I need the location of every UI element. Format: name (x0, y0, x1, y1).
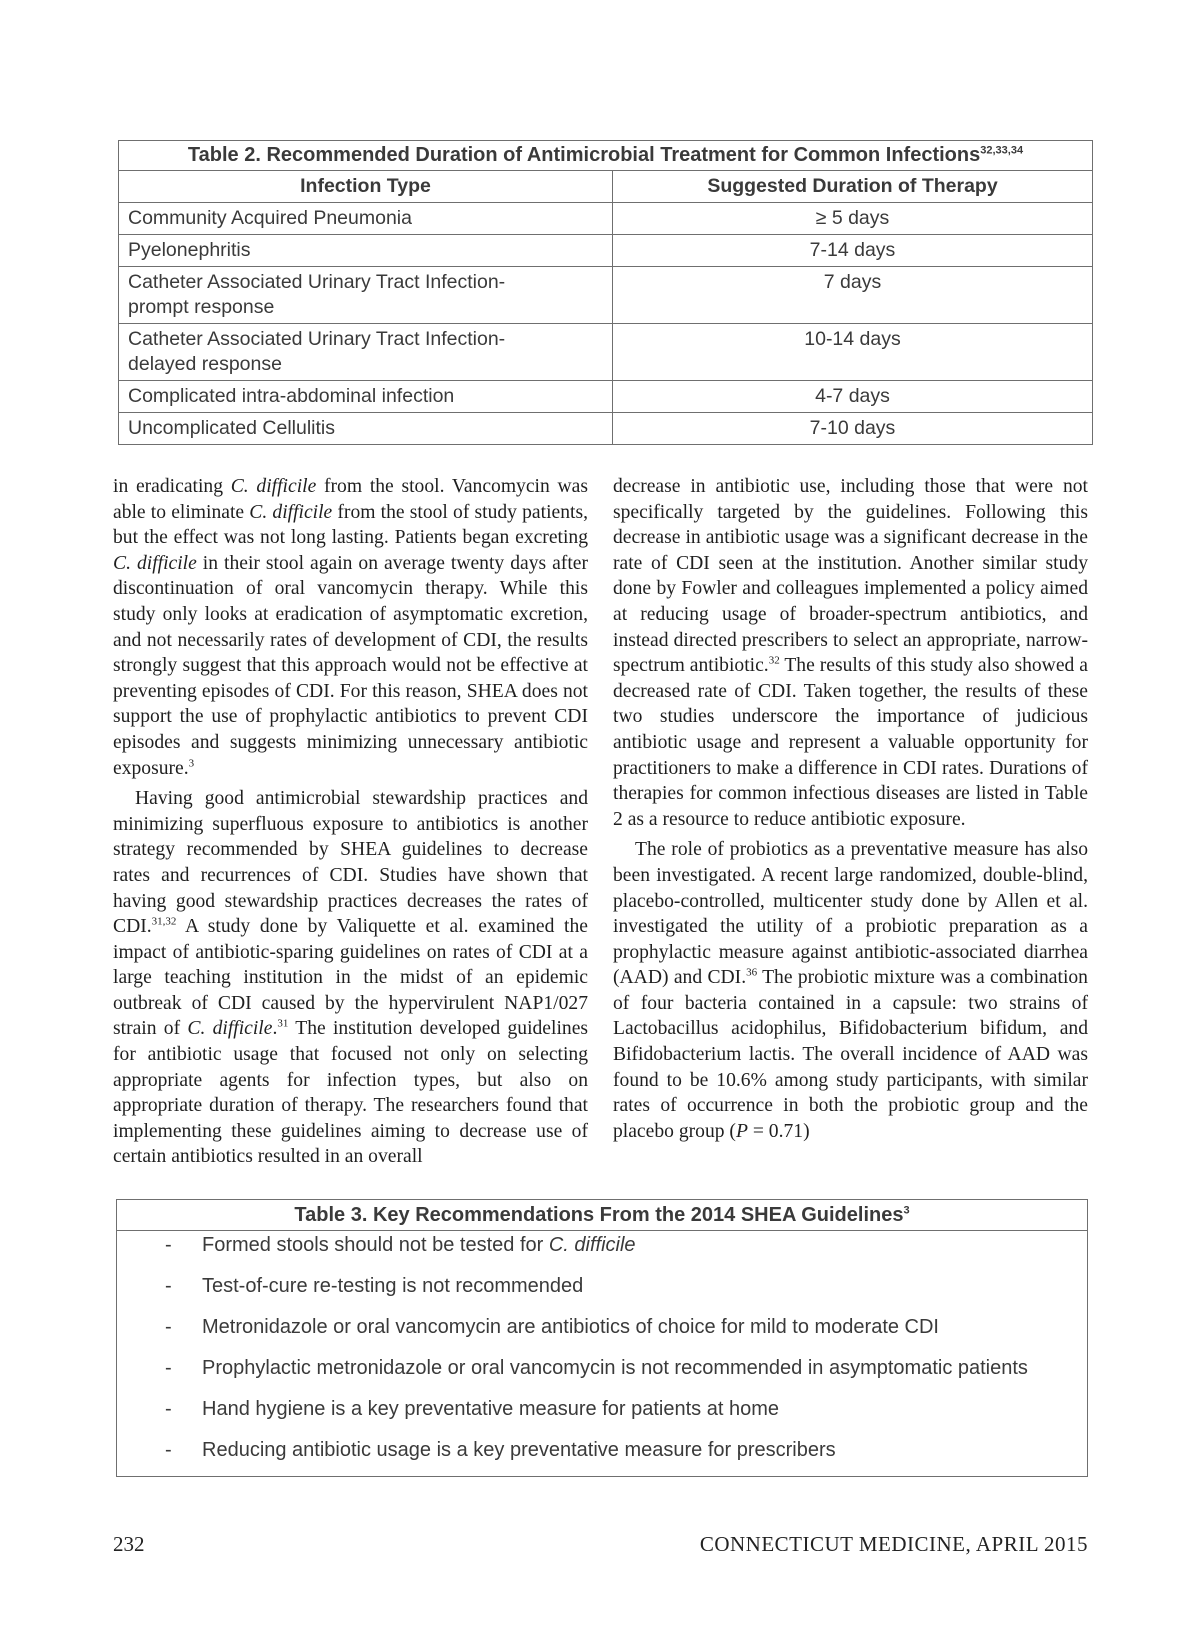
body-paragraph: in eradicating C. difficile from the stool. Vancomycin was able to eliminate C. difficile from the stool of study patients, but the effect was not long lasting. Patients began excreting C. difficile in their stool again on average twenty days after discontinuation of oral vancomycin therapy. While this study only looks at eradication of asymptomatic excretion, and not necessarily rates of development of CDI, the results strongly suggest that this approach would not be effective at preventing episodes of CDI. For this reason, SHEA does not support the use of prophylactic antibiotics to prevent CDI episodes and suggests minimizing unnecessary antibiotic exposure.$^3$ (113, 476, 588, 779)
right-column (613, 474, 1088, 1144)
dash-bullet: - (165, 1357, 172, 1379)
table-row (119, 235, 1093, 267)
dash-bullet: - (165, 1439, 172, 1461)
infection-cell: Complicated intra-abdominal infection (119, 381, 613, 413)
left-column (113, 474, 588, 1170)
body-paragraph: Having good antimicrobial stewardship practices and minimizing superfluous exposure to antibiotics is another strategy recommended by SHEA guidelines to decrease rates and recurrences of CDI. Studies have shown that having good stewardship practices decreases the rates of CDI.$^{31,32}$ A study done by Valiquette et al. examined the impact of antibiotic-sparing guidelines on rates of CDI at a large teaching institution in the midst of an epidemic outbreak of CDI caused by the hypervirulent NAP1/027 strain of C. difficile.$^{31}$ The institution developed guidelines for antibiotic usage that focused not only on selecting appropriate agents for infection types, but also on appropriate duration of therapy. The researchers found that implementing these guidelines aiming to decrease use of certain antibiotics resulted in an overall (113, 788, 589, 1168)
table-row (119, 324, 1093, 381)
infection-cell: Community Acquired Pneumonia (119, 203, 613, 235)
list-item: - Metronidazole or oral vancomycin are antibiotics of choice for mild to moderate CDI (117, 1313, 1087, 1354)
body-paragraph: decrease in antibiotic use, including those that were not specifically targeted by the guidelines. Following this decrease in antibiotic usage was a significant decrease in the rate of CDI seen at the institution. Another similar study done by Fowler and colleagues implemented a policy aimed at reducing usage of broader-spectrum antibiotics, and instead directed prescribers to select an appropriate, narrow-spectrum antibiotic.$^{32}$ The results of this study also showed a decreased rate of CDI. Taken together, the results of these two studies underscore the importance of judicious antibiotic usage and represent a valuable opportunity for practitioners to make a difference in CDI rates. Durations of therapies for common infectious diseases are listed in Table 2 as a resource to reduce antibiotic exposure. (613, 476, 1088, 830)
table-3-title: Table 3. Key Recommendations From the 2014 SHEA Guidelines$^3$ (117, 1200, 1087, 1231)
column-header-infection-type: Infection Type (119, 171, 613, 203)
duration-cell: ≥ 5 days (613, 203, 1093, 235)
infection-cell: Pyelonephritis (119, 235, 613, 267)
table-row (119, 203, 1093, 235)
list-item: - Reducing antibiotic usage is a key preventative measure for prescribers (117, 1436, 1087, 1477)
list-item: - Prophylactic metronidazole or oral vancomycin is not recommended in asymptomatic patients (117, 1354, 1087, 1395)
duration-cell: 4-7 days (613, 381, 1093, 413)
dash-bullet: - (165, 1398, 172, 1420)
list-item: - Test-of-cure re-testing is not recommended (117, 1272, 1087, 1313)
duration-cell: 7 days (613, 267, 1093, 324)
dash-bullet: - (165, 1234, 172, 1256)
table-row (119, 381, 1093, 413)
duration-cell: 7-10 days (613, 413, 1093, 445)
recommendation-list (117, 1231, 1087, 1477)
table-row (119, 267, 1093, 324)
table-2-title: Table 2. Recommended Duration of Antimicrobial Treatment for Common Infections$^{32,33,34}$ (119, 141, 1093, 171)
column-header-duration: Suggested Duration of Therapy (613, 171, 1093, 203)
journal-footer: CONNECTICUT MEDICINE, APRIL 2015 (699, 1532, 1088, 1556)
dash-bullet: - (165, 1275, 172, 1297)
infection-cell: Catheter Associated Urinary Tract Infection-prompt response (119, 267, 613, 324)
table-row (119, 413, 1093, 445)
duration-cell: 7-14 days (613, 235, 1093, 267)
table-3 (116, 1199, 1088, 1477)
list-item: - Formed stools should not be tested for C. difficile (117, 1231, 1087, 1272)
dash-bullet: - (165, 1316, 172, 1338)
duration-cell: 10-14 days (613, 324, 1093, 381)
body-paragraph: The role of probiotics as a preventative measure has also been investigated. A recent large randomized, double-blind, placebo-controlled, multicenter study done by Allen et al. investigated the utility of a probiotic preparation as a prophylactic measure against antibiotic-associated diarrhea (AAD) and CDI.$^{36}$ The probiotic mixture was a combination of four bacteria contained in a capsule: two strains of Lactobacillus acidophilus, Bifidobacterium bifidum, and Bifidobacterium lactis. The overall incidence of AAD was found to be 10.6% among study participants, with similar rates of occurrence in both the probiotic group and the placebo group (P = 0.71) (613, 839, 1088, 1142)
table-2 (118, 140, 1093, 445)
page-number: 232 (113, 1532, 145, 1556)
list-item: - Hand hygiene is a key preventative measure for patients at home (117, 1395, 1087, 1436)
infection-cell: Catheter Associated Urinary Tract Infection-delayed response (119, 324, 613, 381)
infection-cell: Uncomplicated Cellulitis (119, 413, 613, 445)
